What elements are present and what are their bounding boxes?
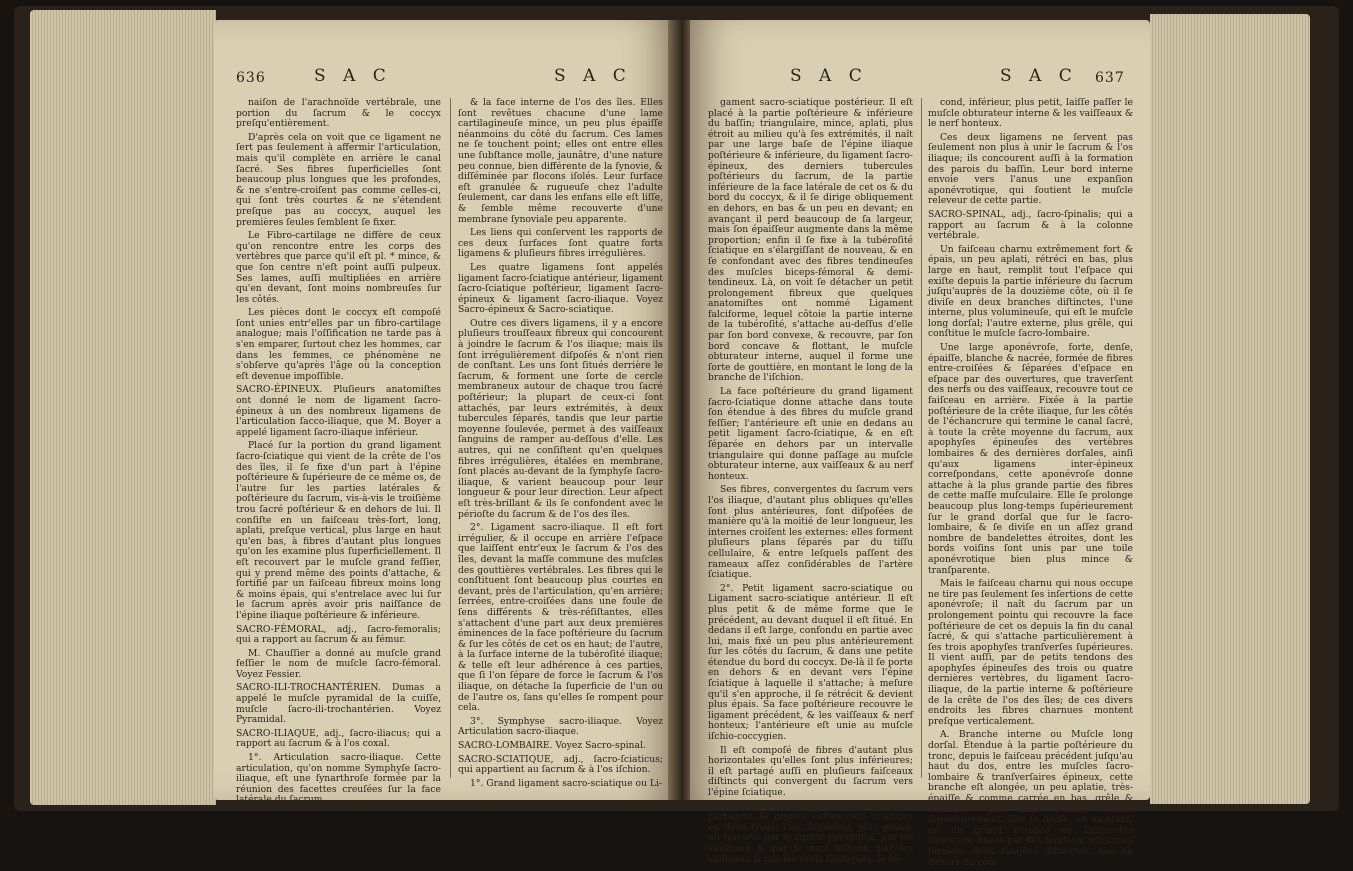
paragraph: Un faiſceau charnu extrêmement fort & épais, un peu aplati, rétréci en bas, plus large en haut, remplit tout l'eſpace qui exiſte depuis la partie inférieure du ſacrum juſqu'auprès de la douzième côte, où il ſe diviſe en deux branches diſtinctes, l'une interne, plus volumineuſe, qui eſt le muſcle long dorſal; l'autre externe, plus grêle, qui conſtitue le muſcle ſacro-lombaire. <box>928 243 1133 340</box>
paragraph: Placé ſur la portion du grand ligament ſacro-ſciatique qui vient de la crête de l'os des îles, il ſe fixe d'un part à l'épine poſtérieure & ſupérieure de ce même os, de l'autre ſur les parties latérales & poſtérieure du ſacrum, vis-à-vis le troiſième trou ſacré poſtérieur & en dehors de lui. Il conſiſte en un faiſceau très-fort, long, aplati, preſque vertical, plus large en haut qu'en bas, à fibres d'autant plus longues qu'on les examine plus ſuperficiellement. Il eſt recouvert par le muſcle grand feſſier, qui y prend même des points d'attache, & fortifié par un faiſceau fibreux moins long & moins épais, qui s'entrelace avec lui ſur le ſacrum après avoir pris naiſſance de l'épine iliaque poſtérieure & inférieure. <box>236 440 441 621</box>
paragraph: SACRO-ILI-TROCHANTÉRIEN. Dumas a appelé le muſcle pyramidal de la cuiſſe, muſcle ſacro-ili-trochantérien. Voyez Pyramidal. <box>236 682 441 726</box>
column-rule <box>450 98 451 778</box>
paragraph: Mais le faiſceau charnu qui nous occupe ne tire pas ſeulement ſes inſertions de cette aponévroſe; il naît du ſacrum par un prolongement pointu qui recouvre la face poſtérieure de cet os depuis la fin du canal ſacré, & qui s'attache particulièrement à ſes trois apophyſes tranſverſes ſupérieures. Il vient auſſi, par de petits tendons des apophyſes épineuſes des trois ou quatre dernières vertèbres, du ligament ſacro-iliaque, de la partie interne & poſtérieure de la crête de l'os des îles; de ces divers endroits les fibres charnues montent preſque verticalement. <box>928 578 1133 727</box>
running-head-right: S A C <box>554 66 632 86</box>
paragraph: SACRO-LOMBAIRE. Voyez Sacro-spinal. <box>458 740 646 752</box>
paragraph: SACRO-SCIATIQUE, adj., ſacro-ſciaticus; qui appartient au ſacrum & à l'os iſchion. <box>458 753 663 776</box>
running-head-left: S A C <box>790 66 868 86</box>
left-page-edges <box>30 10 216 805</box>
paragraph: Une large aponévroſe, forte, denſe, épaiſſe, blanche & nacrée, formée de fibres entre-croiſées & ſéparées d'eſpace en eſpace par des ouvertures, que traverſent des nerfs ou des vaiſſeaux, recouvre tout ce faiſceau en arrière. Fixée à la partie poſtérieure de la crête iliaque, ſur les côtés de l'échancrure qui termine le canal ſacré, à toute la crête moyenne du ſacrum, aux apophyſes épineuſes des vertèbres lombaires & des dernières dorſales, ainſi qu'aux ligamens inter-épineux correſpondans, cette aponévroſe donne attache à la plus grande partie des fibres de cette maſſe muſculaire. Elle ſe prolonge beaucoup plus long-temps ſupérieurement ſur le grand dorſal que ſur le ſacro-lombaire, & ſe diviſe en un aſſez grand nombre de bandelettes étroites, dont les bords voiſins ſont unis par une toile aponévrotique bien plus mince & tranſparente. <box>928 342 1133 576</box>
paragraph: Les quatre ligamens ſont appelés ligament ſacro-ſciatique antérieur, ligament ſacro-ſciatique poſtérieur, ligament ſacro-épineux & ligament ſacro-iliaque. Voyez Sacro-épineux & Sacro-sciatique. <box>458 261 663 316</box>
paragraph: SACRO-ÉPINEUX. Pluſieurs anatomiſtes ont donné le nom de ligament ſacro-épineux à un des nombreux ligamens de l'articulation ſacco-iliaque, que M. Boyer a appelé ligament ſacro-iliaque inférieur. <box>236 384 441 438</box>
paragraph: cond, inférieur, plus petit, laiſſe paſſer le muſcle obturateur interne & les vaiſſeaux & le nerf honteux. <box>928 97 1134 130</box>
paragraph: Le Fibro-cartilage ne diffère de ceux qu'on rencontre entre les corps des vertèbres que parce qu'il eſt pl. * mince, & que ſon centre n'eſt point auſſi pulpeux. Ses lames, auſſi multipliées en arrière qu'en devant, ſont moins nombreuſes ſur les côtés. <box>236 230 441 305</box>
paragraph: 2°. Ligament sacro-iliaque. Il eſt fort irrégulier, & il occupe en arrière l'eſpace que laiſſent entr'eux le ſacrum & l'os des îles, devant la maſſe commune des muſcles des gouttières vertébrales. Les fibres qui le conſtituent ſont beaucoup plus courtes en devant, près de l'articulation, qu'en arrière; ſerrées, entre-croiſées dans une foule de ſens différents & très-réſiſtantes, elles s'attachent d'une part aux deux premières éminences de la face poſtérieure du ſacrum & ſur les côtés de cet os en haut; de l'autre, à la ſurface interne de la tubéroſité iliaque; & telle eſt leur adhérence à ces parties, que ſi l'on ſépare de force le ſacrum & l'os iliaque, on détache la ſuperficie de l'un ou de l'autre os, ſans qu'elles ſe rompent pour cela. <box>458 522 663 714</box>
paragraph: SACRO-FÉMORAL, adj., ſacro-femoralis; qui a rapport au ſacrum & au fémur. <box>236 623 441 646</box>
paragraph: Outre ces divers ligamens, il y a encore pluſieurs trouſſeaux fibreux qui concourent à joindre le ſacrum & l'os iliaque; mais ils ſont irrégulièrement diſpoſés & n'ont rien de conſtant. Les uns ſont ſitués derrière le ſacrum, & forment une ſorte de cercle membraneux autour de chaque trou ſacré poſtérieur; la plupart de ceux-ci ſont attachés, par leurs extrémités, à deux tubercules ſéparés, tandis que leur partie moyenne ſoulevée, permet à des vaiſſeaux ſanguins de ramper au-deſſous d'elle. Les autres, qui ne conſiſtent qu'en quelques fibres irrégulières, étalées en membrane, ſont placés au-devant de la ſymphyſe ſacro-iliaque, & varient beaucoup pour leur longueur & pour leur direction. Leur aſpect eſt très-brillant & ils ſe confondent avec le périoſte du ſacrum & de l'os des îles. <box>458 317 663 520</box>
paragraph: SACRO-SPINAL, adj., ſacro-ſpinalis; qui a rapport au ſacrum & à la colonne vertébrale. <box>928 208 1133 242</box>
paragraph: 1°. Grand ligament sacro-sciatique ou Li- <box>470 777 663 789</box>
left-page-column-2 <box>458 98 663 792</box>
paragraph: naiſon de l'arachnoïde vertébrale, une portion du ſacrum & le coccyx preſqu'entièrement. <box>236 97 441 130</box>
paragraph: A. Branche interne ou Muſcle long dorſal. Étendue à la partie poſtérieure du tronc, depuis le faiſceau précédent juſqu'au haut du dos, entre les muſcles ſacro-lombaire & tranſverſaires épineux, cette branche eſt alongée, un peu aplatie, très-épaiſſe & comme carrée en bas, grêle & terminée par une pointe étroite ſupérieurement. Elle ſe diviſe, en montant, en un grand nombre de languettes charnues, fixées par des tendons, leſquelles forment deux rangées diſtinctes, une en dehors du côté <box>928 729 1133 868</box>
paragraph: 2°. Petit ligament sacro-sciatique ou Ligament sacro-sciatique antérieur. Il eſt plus petit & de même forme que le précédent, au devant duquel il eſt ſitué. En dedans il eſt large, confondu en partie avec lui, mais fixé un peu plus antérieurement ſur les côtés du ſacrum, & dans une petite étendue du bord du coccyx. De-là il ſe porte en dehors & en devant vers l'épine ſciatique à laquelle il s'attache; à meſure qu'il s'en approche, il ſe rétrécit & devient plus épais. Sa face poſtérieure recouvre le ligament précédent, & les vaiſſeaux & nerf honteux; l'antérieure eſt unie au muſcle iſchio-coccygien. <box>708 582 913 743</box>
paragraph: gament sacro-sciatique postérieur. Il eſt placé à la partie poſtérieure & inférieure du baſſin; triangulaire, mince, aplati, plus étroit au milieu qu'à ſes extrémités, il naît par une large baſe de l'épine iliaque poſtérieure & inférieure, du ligament ſacro-épineux, des derniers tubercules poſtérieurs du ſacrum, de la partie inférieure de la face latérale de cet os & du bord du coccyx, & il ſe dirige obliquement en dehors, en bas & un peu en devant; en avançant il perd beaucoup de ſa largeur, mais ſon épaiſſeur augmente dans la même proportion; enfin il ſe fixe à la tubéroſité ſciatique en s'élargiſſant de nouveau, & en ſe confondant avec des fibres tendineuſes des muſcles biceps-fémoral & demi-tendineux. Là, on voit ſe détacher un petit prolongement fibreux que quelques anatomiſtes ont nommé Ligament falciforme, lequel côtoie la partie interne de la tubéroſité, s'attache au-deſſus d'elle par ſon bord convexe, & recouvre, par ſon bord concave & flottant, le muſcle obturateur interne, auquel il forme une ſorte de gouttière, en montant le long de la branche de l'iſchion. <box>708 97 913 384</box>
column-rule <box>921 98 922 778</box>
paragraph: & la face interne de l'os des îles. Elles ſont revêtues chacune d'une lame cartilagineuſe mince, un peu plus épaiſſe néanmoins du côté du ſacrum. Ces lames ne ſe touchent point; elles ont entre elles une ſubſtance molle, jaunâtre, d'une nature peu connue, bien différente de la ſynovie, & diſſéminée par flocons iſolés. Leur ſurface eſt granulée & rugueuſe chez l'adulte ſeulement, car dans les enfans elle eſt liſſe, & ſemble même recouverte d'une membrane ſynoviale peu apparente. <box>458 97 663 225</box>
running-head-right: S A C <box>1000 66 1078 86</box>
paragraph: Ses fibres, convergentes du ſacrum vers l'os iliaque, d'autant plus obliques qu'elles ſont plus antérieures, ſont diſpoſées de manière qu'à la moitié de leur longueur, les internes croiſent les externes: elles forment pluſieurs plans ſéparés par du tiſſu cellulaire, & entre leſquels paſſent des rameaux aſſez conſidérables de l'artère ſciatique. <box>708 484 913 581</box>
left-page <box>214 20 672 806</box>
running-head-left: S A C <box>314 66 392 86</box>
right-page-column-2 <box>928 98 1133 871</box>
paragraph: 1°. Articulation sacro-iliaque. Cette articulation, qu'on nomme Symphyſe ſacro-iliaque, eſt une ſynarthroſe formée par la réunion des facettes creuſées ſur la face latérale du ſacrum, <box>236 752 441 806</box>
left-page-column-1 <box>236 98 441 809</box>
paragraph: M. Chauſſier a donné au muſcle grand feſſier le nom de muſcle ſacro-fémoral. Voyez Fessier. <box>236 647 441 680</box>
paragraph: Les pièces dont le coccyx eſt compoſé ſont unies entr'elles par un fibro-cartilage analogue; mais l'oſſification ne tarde pas à s'en emparer, ſurtout chez les hommes, car dans les femmes, ce phénomène ne s'obſerve qu'après l'âge où la conception eſt devenue impoſſible. <box>236 307 441 382</box>
paragraph: Ces deux ligamens ne ſervent pas ſeulement non plus à unir le ſacrum & l'os iliaque; ils concourent auſſi à la formation des parois du baſſin. Leur bord interne envoie vers l'anus une expanſion aponévrotique, qui ſoutient le muſcle releveur de cette partie. <box>928 131 1133 207</box>
page-number: 636 <box>236 70 266 86</box>
paragraph: 3°. Symphyse sacro-iliaque. Voyez Articulation sacro-iliaque. <box>458 715 663 738</box>
right-page-header <box>690 64 1150 94</box>
right-page-column-1 <box>708 98 913 868</box>
right-page <box>690 20 1150 868</box>
paragraph: Les deux ligamens ſacro-ſciatiques partagent la grande échancrure ſciatique en deux trous; l'un, ſupérieur, plus grand, eſt traverſé par le muſcle pyramidal, par les vaiſſeaux & par le nerf feſſiers, par les vaiſſeaux & par les nerfs ſciatiques; le ſe- <box>708 800 913 865</box>
left-page-header <box>214 64 672 94</box>
page-number: 637 <box>1095 70 1125 86</box>
right-page-edges <box>1150 14 1310 804</box>
paragraph: SACRO-ILIAQUE, adj., ſacro-iliacus; qui a rapport au ſacrum & à l'os coxal. <box>236 727 441 750</box>
paragraph: Les liens qui conſervent les rapports de ces deux ſurfaces ſont quatre forts ligamens & pluſieurs fibres irrégulières. <box>458 227 663 260</box>
paragraph: Il eſt compoſé de fibres d'autant plus horizontales qu'elles ſont plus inférieures; il eſt partagé auſſi en pluſieurs faiſceaux diſtincts qui convergent du ſacrum vers l'épine ſciatique. <box>708 744 913 798</box>
paragraph: La face poſtérieure du grand ligament ſacro-ſciatique donne attache dans toute ſon étendue à des fibres du muſcle grand feſſier; l'antérieure eſt unie en dedans au petit ligament ſacro-ſciatique, & en eſt ſéparée en dehors par un intervalle triangulaire qui donne paſſage au muſcle obturateur interne, aux vaiſſeaux & au nerf honteux. <box>708 386 913 482</box>
paragraph: D'après cela on voit que ce ligament ne ſert pas ſeulement à affermir l'articulation, mais qu'il complète en arrière le canal ſacré. Ses fibres ſuperficielles ſont beaucoup plus longues que les profondes, & ne s'entre-croiſent pas comme celles-ci, qui ſont très courtes & ne s'étendent preſque pas au coccyx, auquel les premières ſeules ſemblent ſe fixer. <box>236 131 441 228</box>
